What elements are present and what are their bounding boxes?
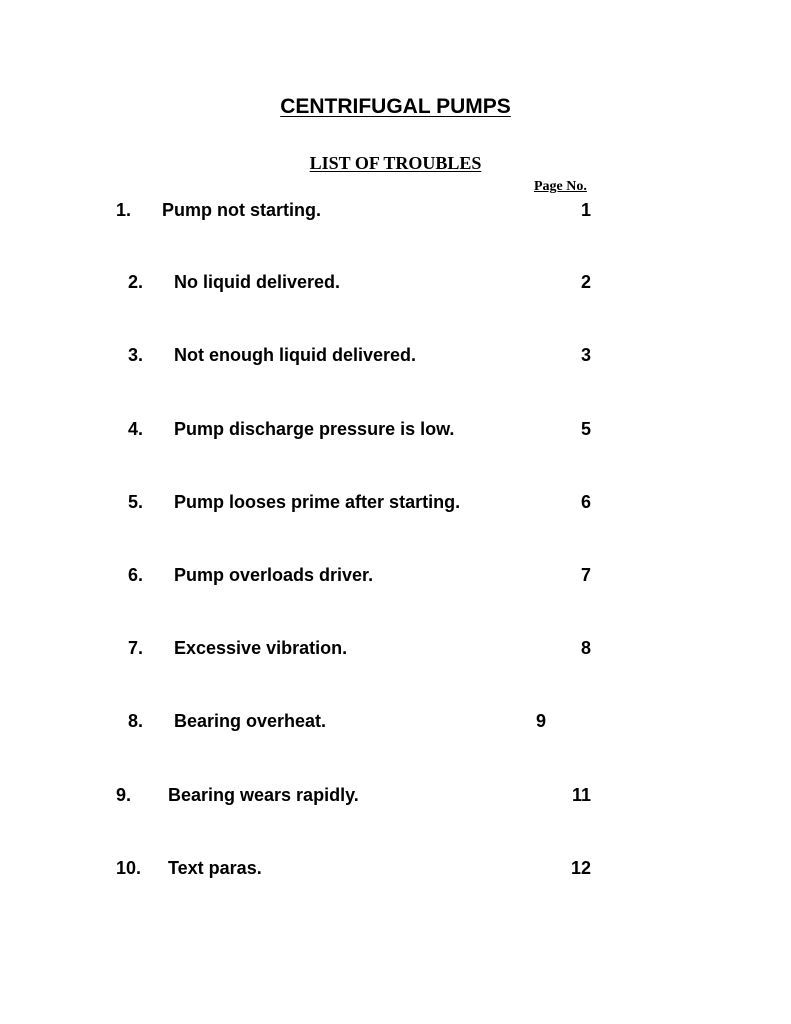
document-title-text: CENTRIFUGAL PUMPS	[280, 95, 511, 118]
toc-item-text: Pump overloads driver.	[174, 565, 374, 585]
document-subtitle	[0, 152, 791, 174]
toc-item-text: Excessive vibration.	[174, 638, 348, 658]
toc-item	[0, 197, 791, 223]
toc-item-page: 7	[580, 565, 591, 585]
toc-item	[0, 342, 791, 368]
toc-item	[0, 489, 791, 515]
toc-item-page: 3	[580, 345, 591, 365]
toc-item	[0, 416, 791, 442]
toc-item-number: 5.	[128, 492, 144, 512]
toc-item-page: 5	[580, 419, 591, 439]
toc-item	[0, 269, 791, 295]
toc-item-number: 7.	[128, 638, 144, 658]
toc-item-number: 9.	[116, 785, 132, 805]
page-number-column-header	[534, 178, 587, 196]
toc-item-text: Bearing wears rapidly.	[168, 785, 359, 805]
toc-item-text: Bearing overheat.	[174, 711, 327, 731]
toc-item	[0, 635, 791, 661]
toc-item-text: Text paras.	[168, 858, 262, 878]
toc-item-number: 4.	[128, 419, 144, 439]
toc-item-page: 12	[570, 858, 591, 878]
toc-item-page: 6	[580, 492, 591, 512]
page-number-column-header-text: Page No.	[534, 179, 587, 194]
toc-item-page: 1	[580, 200, 591, 220]
toc-item-page: 2	[580, 272, 591, 292]
toc-item-text: Pump not starting.	[162, 200, 321, 220]
toc-item-page: 8	[580, 638, 591, 658]
toc-item-text: No liquid delivered.	[174, 272, 341, 292]
toc-item	[0, 855, 791, 881]
toc-item-text: Not enough liquid delivered.	[174, 345, 417, 365]
toc-item-page: 11	[571, 785, 591, 805]
toc-item-number: 3.	[128, 345, 144, 365]
toc-item	[0, 708, 791, 734]
toc-item-number: 2.	[128, 272, 144, 292]
document-subtitle-text: LIST OF TROUBLES	[309, 153, 482, 173]
toc-item-text: Pump looses prime after starting.	[174, 492, 461, 512]
toc-item-number: 10.	[116, 858, 142, 878]
document-title	[0, 94, 791, 120]
toc-item-number: 6.	[128, 565, 144, 585]
toc-item-page: 9	[535, 711, 546, 731]
toc-item-number: 1.	[116, 200, 132, 220]
toc-item	[0, 562, 791, 588]
toc-item	[0, 782, 791, 808]
toc-item-number: 8.	[128, 711, 144, 731]
toc-item-text: Pump discharge pressure is low.	[174, 419, 455, 439]
